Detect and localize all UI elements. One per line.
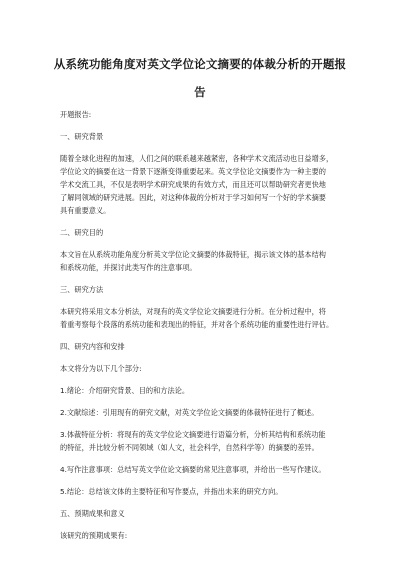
title-line-1: 从系统功能角度对英文学位论文摘要的体裁分析的开题报 [53, 57, 347, 71]
title-line-2: 告 [194, 85, 206, 99]
paragraph-line: 学位论文的摘要在这一背景下逐渐变得重要起来。英文学位论文摘要作为一种主要的 [60, 167, 326, 176]
intro-label: 开题报告: [60, 110, 92, 119]
paragraph-line: 学术交流工具，不仅是表明学术研究成果的有效方式，而且还可以帮助研究者更快地 [60, 180, 326, 189]
paragraph-line: 具有重要意义。 [60, 206, 111, 215]
document-body [60, 108, 350, 542]
paragraph-line: 着重考察每个段落的系统功能和表现出的特征，并对各个系统功能的重要性进行评估。 [60, 320, 334, 329]
section-heading-method: 三、研究方法 [60, 285, 104, 294]
paragraph-line: 了解同领域的研究进展。因此，对这种体裁的分析对于学习如何写一个好的学术摘要 [60, 193, 326, 202]
section-heading-outcomes: 五、预期成果和意义 [60, 509, 125, 518]
paragraph-line: 本研究将采用文本分析法，对现有的英文学位论文摘要进行分析。在分析过程中，将 [60, 307, 326, 316]
list-item: 1.绪论：介绍研究背景、目的和方法论。 [60, 386, 190, 395]
section-heading-purpose: 二、研究目的 [60, 228, 104, 237]
paragraph-line: 本文将分为以下几个部分: [60, 364, 142, 373]
document-title [40, 50, 360, 106]
list-item-continued: 的特征，并比较分析不同领域（如人文，社会科学，自然科学等）的摘要的差异。 [60, 443, 319, 452]
list-item: 4.写作注意事项：总结写英文学位论文摘要的常见注意事项，并给出一些写作建议。 [60, 465, 326, 474]
paragraph-line: 本文旨在从系统功能角度分析英文学位论文摘要的体裁特征，揭示该文体的基本结构 [60, 250, 326, 259]
list-item: 2.文献综述：引用现有的研究文献，对英文学位论文摘要的体裁特征进行了概述。 [60, 408, 319, 417]
section-heading-background: 一、研究背景 [60, 132, 104, 141]
list-item: 5.结论：总结该文体的主要特征和写作要点，并指出未来的研究方向。 [60, 487, 283, 496]
section-heading-content: 四、研究内容和安排 [60, 342, 125, 351]
list-item: 3.体裁特征分析：将现有的英文学位论文摘要进行语篇分析，分析其结构和系统功能 [60, 430, 326, 439]
paragraph-line: 随着全球化进程的加速，人们之间的联系越来越紧密，各种学术文流活动也日益增多， [60, 154, 334, 163]
paragraph-line: 和系统功能，并探讨此类写作的注意事项。 [60, 263, 197, 272]
paragraph-line: 该研究的预期成果有: [60, 531, 128, 540]
